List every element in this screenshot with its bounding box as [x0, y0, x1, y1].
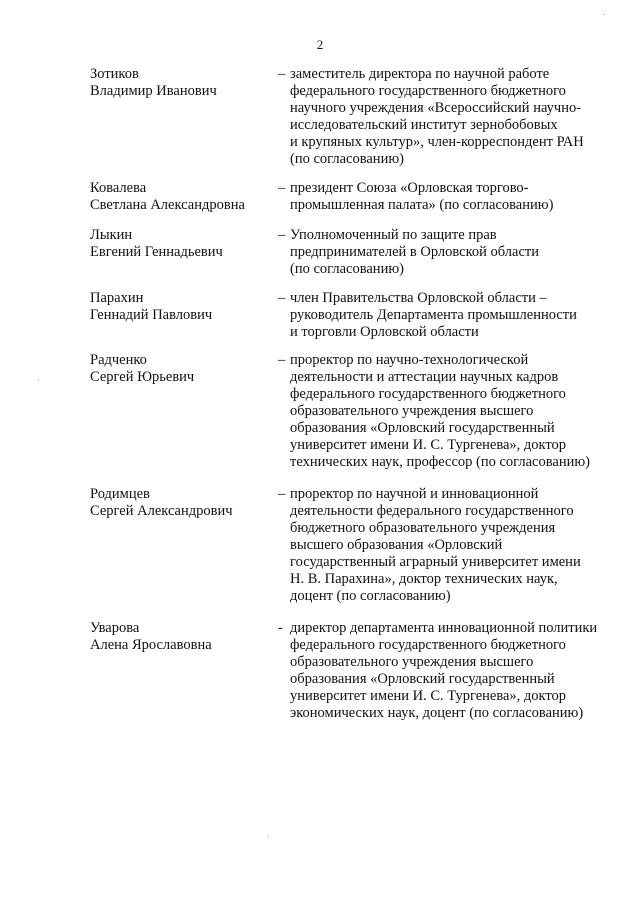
- role-line: директор департамента инновационной политики: [290, 620, 598, 636]
- member-role: [290, 486, 620, 605]
- member-name: [90, 180, 270, 214]
- role-line: высшего образования «Орловский: [290, 537, 503, 553]
- member-name: [90, 290, 270, 324]
- member-given-names: Евгений Геннадьевич: [90, 244, 223, 260]
- member-role: [290, 227, 620, 278]
- member-surname: Зотиков: [90, 66, 139, 82]
- role-line: Н. В. Парахина», доктор технических наук,: [290, 571, 558, 587]
- member-given-names: Сергей Александрович: [90, 503, 233, 519]
- scan-speck: [268, 836, 269, 837]
- role-line: исследовательский институт зернобобовых: [290, 117, 558, 133]
- role-line: федерального государственного бюджетного: [290, 386, 566, 402]
- member-role: [290, 620, 620, 722]
- member-name: [90, 486, 270, 520]
- role-line: технических наук, профессор (по согласованию): [290, 454, 590, 470]
- member-given-names: Владимир Иванович: [90, 83, 217, 99]
- member-surname: Радченко: [90, 352, 147, 368]
- role-line: руководитель Департамента промышленности: [290, 307, 577, 323]
- role-line: проректор по научно-технологической: [290, 352, 529, 368]
- scan-speck: [604, 14, 605, 15]
- role-line: заместитель директора по научной работе: [290, 66, 550, 82]
- member-name: [90, 352, 270, 386]
- role-line: университет имени И. С. Тургенева», доктор: [290, 688, 567, 704]
- member-surname: Уварова: [90, 620, 140, 636]
- dash-separator: –: [278, 486, 286, 502]
- page-number: 2: [316, 37, 324, 52]
- member-surname: Лыкин: [90, 227, 133, 243]
- dash-separator: -: [278, 620, 283, 636]
- role-line: федерального государственного бюджетного: [290, 637, 566, 653]
- dash-separator: –: [278, 66, 286, 82]
- member-name: [90, 227, 270, 261]
- member-name: [90, 66, 270, 100]
- member-role: [290, 290, 620, 341]
- role-line: проректор по научной и инновационной: [290, 486, 539, 502]
- role-line: образования «Орловский государственный: [290, 420, 555, 436]
- role-line: доцент (по согласованию): [290, 588, 451, 604]
- role-line: федерального государственного бюджетного: [290, 83, 566, 99]
- role-line: образовательного учреждения высшего: [290, 654, 534, 670]
- member-role: [290, 352, 620, 471]
- role-line: бюджетного образовательного учреждения: [290, 520, 556, 536]
- member-given-names: Сергей Юрьевич: [90, 369, 195, 385]
- member-given-names: Геннадий Павлович: [90, 307, 213, 323]
- dash-separator: –: [278, 352, 286, 368]
- dash-separator: –: [278, 180, 286, 196]
- member-given-names: Алена Ярославовна: [90, 637, 212, 653]
- member-role: [290, 66, 620, 168]
- role-line: университет имени И. С. Тургенева», доктор: [290, 437, 567, 453]
- member-surname: Родимцев: [90, 486, 150, 502]
- scan-speck: [38, 380, 39, 381]
- role-line: президент Союза «Орловская торгово-: [290, 180, 529, 196]
- role-line: Уполномоченный по защите прав: [290, 227, 497, 243]
- dash-separator: –: [278, 227, 286, 243]
- role-line: научного учреждения «Всероссийский научно-: [290, 100, 582, 116]
- member-given-names: Светлана Александровна: [90, 197, 245, 213]
- dash-separator: –: [278, 290, 286, 306]
- role-line: образования «Орловский государственный: [290, 671, 555, 687]
- role-line: деятельности и аттестации научных кадров: [290, 369, 559, 385]
- role-line: и торговли Орловской области: [290, 324, 479, 340]
- member-name: [90, 620, 270, 654]
- role-line: промышленная палата» (по согласованию): [290, 197, 554, 213]
- role-line: экономических наук, доцент (по согласованию): [290, 705, 584, 721]
- member-role: [290, 180, 620, 214]
- role-line: деятельности федерального государственного: [290, 503, 574, 519]
- member-surname: Парахин: [90, 290, 144, 306]
- role-line: член Правительства Орловской области –: [290, 290, 547, 306]
- role-line: (по согласованию): [290, 151, 404, 167]
- role-line: государственный аграрный университет имени: [290, 554, 581, 570]
- role-line: и крупяных культур», член-корреспондент РАН: [290, 134, 584, 150]
- member-surname: Ковалева: [90, 180, 147, 196]
- role-line: предпринимателей в Орловской области: [290, 244, 539, 260]
- role-line: (по согласованию): [290, 261, 404, 277]
- role-line: образовательного учреждения высшего: [290, 403, 534, 419]
